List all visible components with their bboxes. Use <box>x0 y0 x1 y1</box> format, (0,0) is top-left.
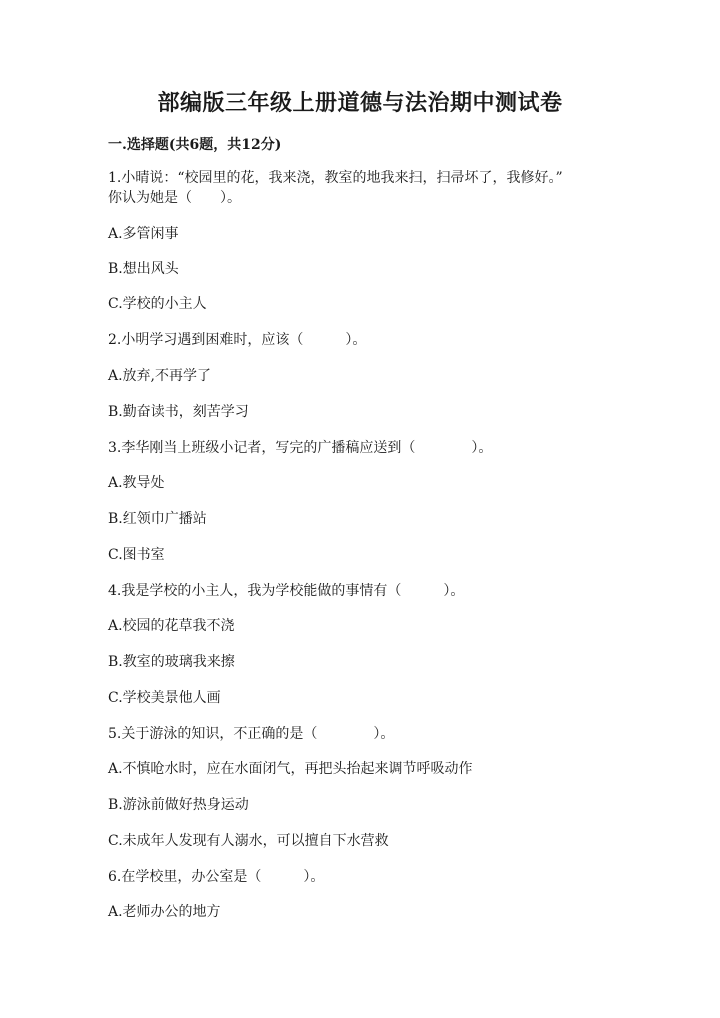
question-3-option-a: A.教导处 <box>108 475 165 491</box>
question-1-option-b: B.想出风头 <box>108 261 179 277</box>
question-3-stem: 3.李华刚当上班级小记者，写完的广播稿应送到（ ）。 <box>108 440 493 456</box>
question-5-option-b: B.游泳前做好热身运动 <box>108 797 249 813</box>
question-6-option-a: A.老师办公的地方 <box>108 904 221 920</box>
question-4-option-b: B.教室的玻璃我来擦 <box>108 654 235 670</box>
question-4-stem: 4.我是学校的小主人，我为学校能做的事情有（ ）。 <box>108 583 465 599</box>
question-6-stem: 6.在学校里，办公室是（ ）。 <box>108 869 325 885</box>
section-heading: 一.选择题(共6题，共12分) <box>108 137 282 153</box>
question-2-option-a: A.放弃,不再学了 <box>108 368 212 384</box>
question-4-option-a: A.校园的花草我不浇 <box>108 618 235 634</box>
question-3-option-c: C.图书室 <box>108 547 165 563</box>
question-1-stem-line1: 1.小晴说：“校园里的花，我来浇，教室的地我来扫，扫帚坏了，我修好。” <box>108 170 563 186</box>
question-1-option-c: C.学校的小主人 <box>108 296 207 312</box>
question-3-option-b: B.红领巾广播站 <box>108 511 207 527</box>
question-5-option-c: C.未成年人发现有人溺水，可以擅自下水营救 <box>108 833 389 849</box>
question-2-option-b: B.勤奋读书，刻苦学习 <box>108 404 249 420</box>
question-4-option-c: C.学校美景他人画 <box>108 690 221 706</box>
question-5-stem: 5.关于游泳的知识，不正确的是（ ）。 <box>108 726 395 742</box>
question-1-stem-line2: 你认为她是（ ）。 <box>108 190 241 206</box>
page-title: 部编版三年级上册道德与法治期中测试卷 <box>157 90 563 116</box>
question-5-option-a: A.不慎呛水时，应在水面闭气，再把头抬起来调节呼吸动作 <box>108 761 473 777</box>
question-2-stem: 2.小明学习遇到困难时，应该（ ）。 <box>108 332 367 348</box>
question-1-option-a: A.多管闲事 <box>108 226 179 242</box>
